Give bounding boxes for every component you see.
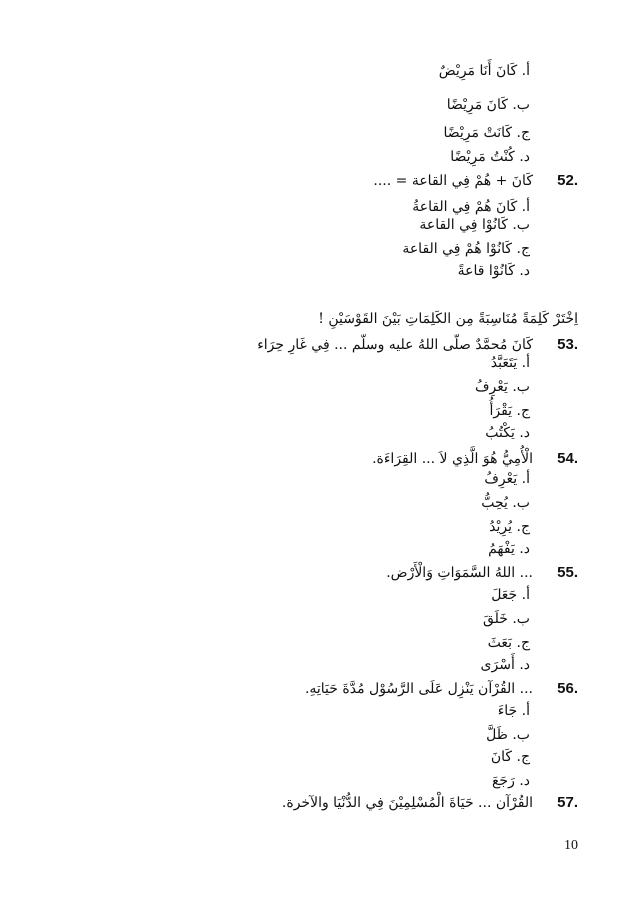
- q55-option-c: [488, 634, 530, 652]
- option-letter: ب.: [512, 97, 530, 113]
- question-number-56: 56.: [557, 680, 578, 697]
- question-number-54: 54.: [557, 450, 578, 467]
- option-text: كَانَ هُمْ فِي القاعةُ: [412, 199, 518, 215]
- option-letter: ب.: [512, 379, 530, 395]
- option-text: أَسْرَى: [480, 657, 515, 673]
- option-letter: د.: [519, 657, 530, 673]
- option-text: بَعَثَ: [487, 635, 513, 651]
- option-letter: أ.: [521, 199, 530, 215]
- option-text: يُرِيْدُ: [489, 519, 513, 535]
- option-text: يَفْهَمُ: [488, 541, 515, 557]
- q55-option-b: [483, 610, 530, 628]
- option-letter: د.: [519, 773, 530, 789]
- q52-option-c: [402, 240, 530, 258]
- option-text: كَانُوْا قاعةً: [457, 263, 515, 279]
- question-57-text: القُرْآن ... حَيَاةَ الْمُسْلِمِيْنَ فِي الدُّنْيَا والآخرة.: [281, 795, 533, 811]
- option-letter: أ.: [521, 63, 530, 79]
- q54-option-a: [484, 470, 530, 488]
- section-instruction: اِخْتَرْ كَلِمَةً مُنَاسِبَةً مِن الكَلِمَاتِ بَيْنَ القَوْسَيْنِ !: [318, 311, 578, 327]
- q52-option-a: [412, 198, 530, 216]
- option-text: كَانَ أَنَا مَرِيْضٌ: [438, 63, 518, 79]
- q51-option-b: [447, 96, 530, 114]
- option-letter: د.: [519, 149, 530, 165]
- page-number: 10: [564, 838, 578, 853]
- question-52-text: كَانَ + هُمْ فِي القاعة = ....: [373, 173, 533, 189]
- option-text: رَجَعَ: [491, 773, 515, 789]
- option-letter: أ.: [521, 355, 530, 371]
- option-letter: ب.: [512, 495, 530, 511]
- q52-option-d: [458, 262, 530, 280]
- q53-option-d: [485, 424, 530, 442]
- option-letter: د.: [519, 541, 530, 557]
- option-letter: ب.: [512, 611, 530, 627]
- option-text: ظَلَّ: [486, 727, 508, 743]
- option-text: خَلَقَ: [482, 611, 508, 627]
- option-letter: ج.: [516, 749, 530, 765]
- question-54-text: الْأُمِيُّ هُوَ الَّذِي لاَ ... القِرَاءَة.: [372, 451, 533, 467]
- option-letter: ب.: [512, 727, 530, 743]
- question-56-text: ... القُرْآن يَنْزِل عَلَى الرَّسُوْل مُدَّةَ حَيَاتِهِ.: [304, 681, 533, 697]
- option-text: جَعَلَ: [491, 587, 518, 603]
- option-text: يَتَعَبَّدُ: [490, 355, 518, 371]
- option-text: كَانَتْ مَرِيْضًا: [443, 125, 513, 141]
- q56-option-a: [498, 702, 530, 720]
- option-letter: ب.: [512, 217, 530, 233]
- q53-option-b: [475, 378, 530, 396]
- question-55-text: ... اللهُ السَّمَوَاتِ وَالْأَرْض.: [386, 565, 533, 581]
- q54-option-c: [489, 518, 530, 536]
- option-text: كَانَ: [490, 749, 513, 765]
- question-number-57: 57.: [557, 794, 578, 811]
- q51-option-a: [439, 62, 530, 80]
- question-number-53: 53.: [557, 336, 578, 353]
- q53-option-a: [491, 354, 530, 372]
- q55-option-d: [481, 656, 530, 674]
- q51-option-d: [450, 148, 530, 166]
- q51-option-c: [443, 124, 530, 142]
- option-text: يَعْرِفُ: [484, 471, 518, 487]
- q56-option-c: [491, 748, 530, 766]
- question-number-55: 55.: [557, 564, 578, 581]
- option-text: كَانَ مَرِيْضًا: [446, 97, 508, 113]
- q56-option-b: [486, 726, 530, 744]
- option-text: كَانُوْا هُمْ فِي القاعة: [402, 241, 513, 257]
- q56-option-d: [492, 772, 530, 790]
- option-letter: ج.: [516, 635, 530, 651]
- option-letter: د.: [519, 263, 530, 279]
- option-letter: أ.: [521, 587, 530, 603]
- q53-option-c: [489, 402, 530, 420]
- option-letter: ج.: [516, 241, 530, 257]
- option-text: كُنْتُ مَرِيْضًا: [450, 149, 515, 165]
- q54-option-b: [481, 494, 530, 512]
- question-number-52: 52.: [557, 172, 578, 189]
- option-text: يَقْرَأُ: [489, 403, 513, 419]
- option-text: يَكْتُبُ: [485, 425, 515, 441]
- option-letter: أ.: [521, 703, 530, 719]
- option-letter: د.: [519, 425, 530, 441]
- option-text: كَانُوْا فِي القاعة: [419, 217, 508, 233]
- option-letter: ج.: [516, 519, 530, 535]
- question-53-text: كَانَ مُحمَّدٌ صلّى اللهُ عليه وسلّم ... فِي غَارِ حِرَاء: [257, 337, 533, 353]
- option-text: يُحِبُّ: [481, 495, 508, 511]
- option-letter: ج.: [516, 403, 530, 419]
- q52-option-b: [419, 216, 530, 234]
- q55-option-a: [491, 586, 530, 604]
- option-letter: أ.: [521, 471, 530, 487]
- option-text: جَاءَ: [497, 703, 518, 719]
- q54-option-d: [488, 540, 530, 558]
- option-letter: ج.: [516, 125, 530, 141]
- option-text: يَعْرِفُ: [475, 379, 508, 395]
